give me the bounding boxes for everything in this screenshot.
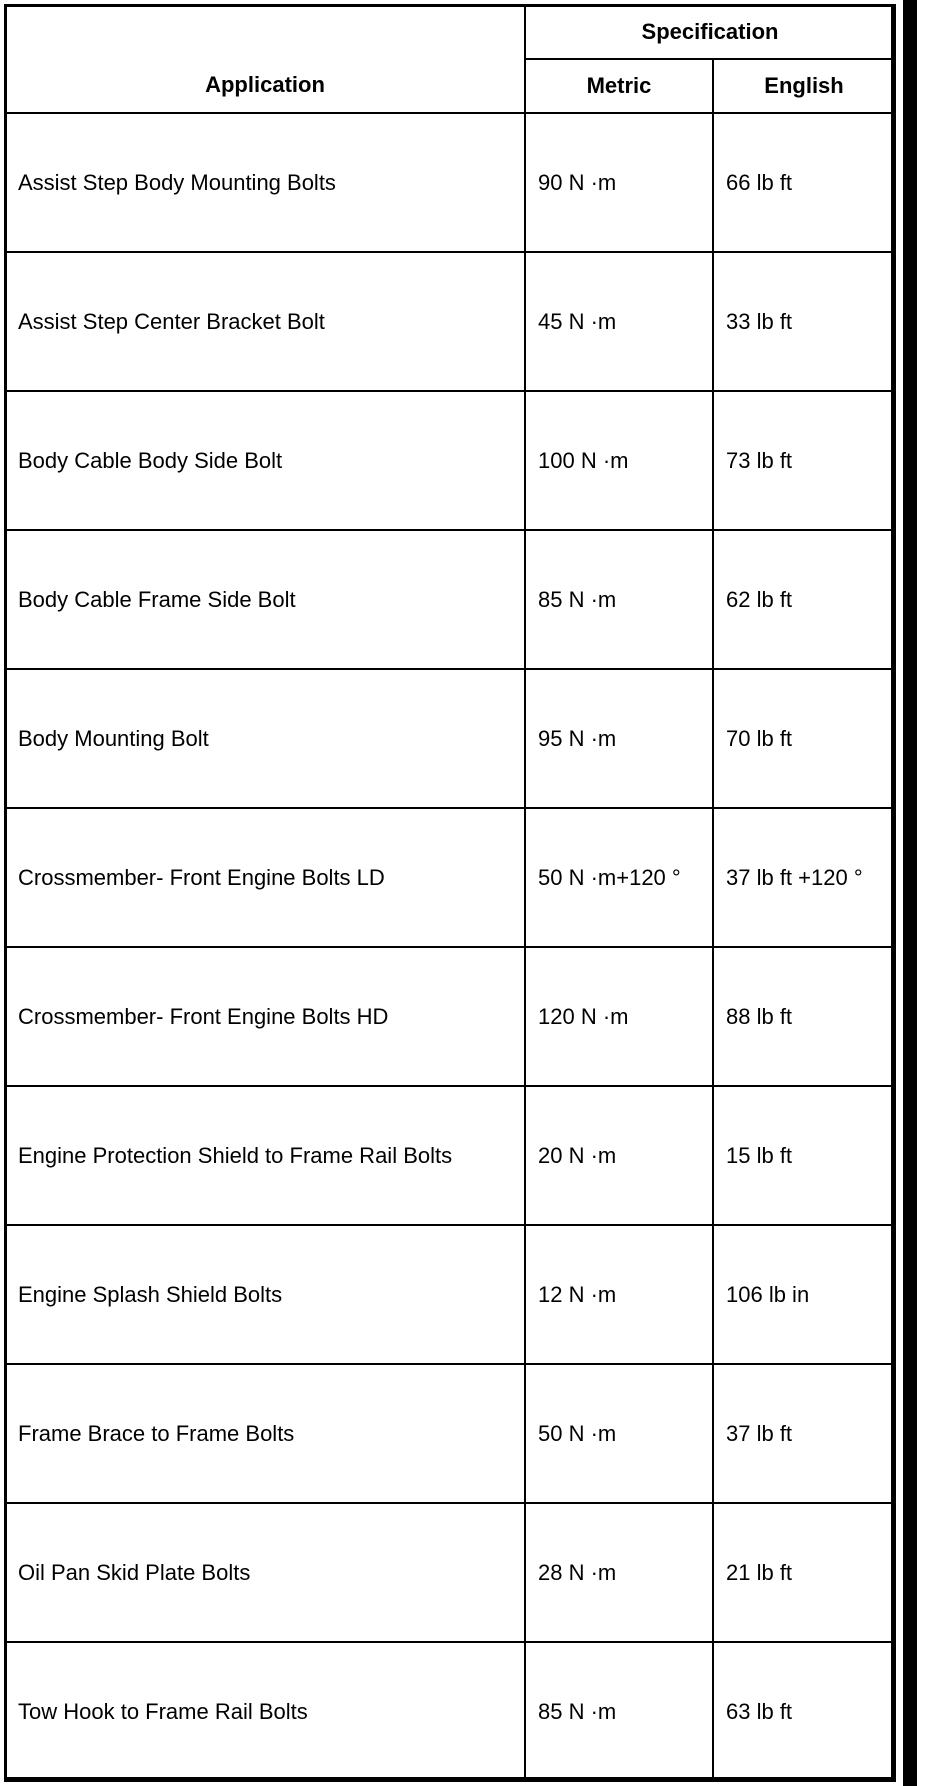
- table-row: [5, 530, 895, 669]
- cell-metric: 85 N ·m: [525, 530, 713, 669]
- header-metric: Metric: [525, 59, 713, 113]
- header-row-top: [5, 5, 895, 59]
- table-row: [5, 1642, 895, 1781]
- cell-english: 88 lb ft: [713, 947, 895, 1086]
- cell-english: 37 lb ft: [713, 1364, 895, 1503]
- cell-english: 73 lb ft: [713, 391, 895, 530]
- header-application: Application: [5, 5, 525, 113]
- cell-application: Assist Step Body Mounting Bolts: [5, 113, 525, 252]
- cell-application: Engine Protection Shield to Frame Rail Bolts: [5, 1086, 525, 1225]
- cell-metric: 50 N ·m+120 °: [525, 808, 713, 947]
- table-row: [5, 669, 895, 808]
- table-row: [5, 947, 895, 1086]
- cell-english: 33 lb ft: [713, 252, 895, 391]
- cell-application: Assist Step Center Bracket Bolt: [5, 252, 525, 391]
- table-row: [5, 1364, 895, 1503]
- table-row: [5, 1503, 895, 1642]
- cell-application: Engine Splash Shield Bolts: [5, 1225, 525, 1364]
- page-edge-bar: [903, 0, 917, 1786]
- cell-metric: 12 N ·m: [525, 1225, 713, 1364]
- cell-application: Oil Pan Skid Plate Bolts: [5, 1503, 525, 1642]
- cell-application: Body Mounting Bolt: [5, 669, 525, 808]
- cell-metric: 50 N ·m: [525, 1364, 713, 1503]
- table-row: [5, 113, 895, 252]
- table-row: [5, 391, 895, 530]
- cell-application: Body Cable Body Side Bolt: [5, 391, 525, 530]
- cell-metric: 120 N ·m: [525, 947, 713, 1086]
- cell-application: Tow Hook to Frame Rail Bolts: [5, 1642, 525, 1781]
- cell-metric: 95 N ·m: [525, 669, 713, 808]
- cell-english: 66 lb ft: [713, 113, 895, 252]
- cell-metric: 100 N ·m: [525, 391, 713, 530]
- cell-metric: 45 N ·m: [525, 252, 713, 391]
- cell-english: 62 lb ft: [713, 530, 895, 669]
- cell-english: 106 lb in: [713, 1225, 895, 1364]
- cell-metric: 90 N ·m: [525, 113, 713, 252]
- header-specification: Specification: [525, 5, 895, 59]
- cell-metric: 85 N ·m: [525, 1642, 713, 1781]
- cell-english: 70 lb ft: [713, 669, 895, 808]
- table-row: [5, 252, 895, 391]
- cell-application: Body Cable Frame Side Bolt: [5, 530, 525, 669]
- cell-metric: 28 N ·m: [525, 1503, 713, 1642]
- cell-application: Crossmember- Front Engine Bolts HD: [5, 947, 525, 1086]
- table-row: [5, 808, 895, 947]
- torque-spec-table: [4, 4, 896, 1782]
- cell-english: 63 lb ft: [713, 1642, 895, 1781]
- cell-english: 15 lb ft: [713, 1086, 895, 1225]
- cell-application: Frame Brace to Frame Bolts: [5, 1364, 525, 1503]
- cell-metric: 20 N ·m: [525, 1086, 713, 1225]
- cell-english: 21 lb ft: [713, 1503, 895, 1642]
- cell-application: Crossmember- Front Engine Bolts LD: [5, 808, 525, 947]
- header-english: English: [713, 59, 895, 113]
- table-row: [5, 1225, 895, 1364]
- cell-english: 37 lb ft +120 °: [713, 808, 895, 947]
- table-row: [5, 1086, 895, 1225]
